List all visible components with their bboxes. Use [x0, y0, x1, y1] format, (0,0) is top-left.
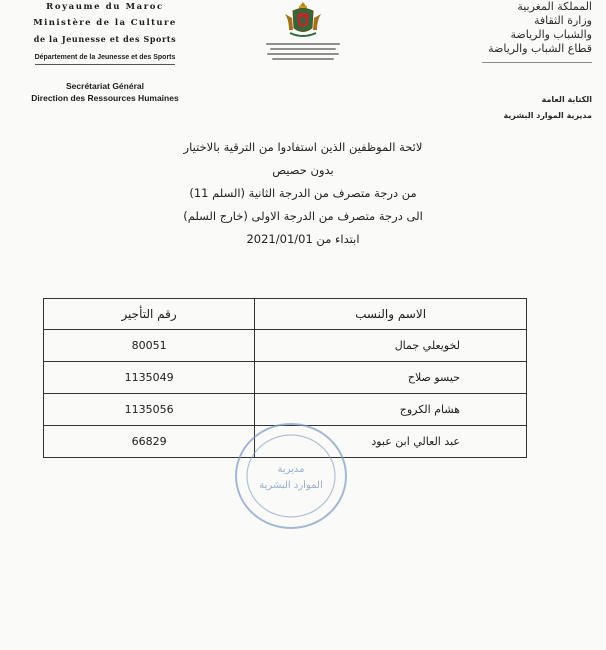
official-stamp — [232, 420, 350, 532]
header-right-line1: المملكة المغربية — [517, 0, 592, 13]
table-header-row — [44, 299, 527, 330]
cell-name: هشام الكروج — [255, 394, 527, 426]
stamp-text-2: الموارد البشرية — [259, 480, 323, 491]
header-right-direction: مديرية الموارد البشرية — [503, 111, 592, 120]
cell-number: 80051 — [44, 330, 255, 362]
header-name: الاسم والنسب — [255, 299, 527, 330]
header-left — [0, 0, 210, 103]
emblem-caption — [263, 40, 343, 63]
header-left-line2: Ministère de la Culture — [33, 18, 177, 28]
header-right-secretariat: الكتابة العامة — [541, 95, 592, 104]
table-row — [44, 362, 527, 394]
cell-name: عبد العالي ابن عبود — [255, 426, 527, 458]
title-line5: ابتداء من 2021/01/01 — [246, 232, 360, 246]
cell-number: 1135049 — [44, 362, 255, 394]
title-line3: من درجة متصرف من الدرجة الثانية (السلم 11) — [189, 186, 417, 200]
header-left-line3: de la Jeunesse et des Sports — [33, 34, 177, 44]
header-right-line3: والشباب والرياضة — [510, 28, 592, 41]
header-number: رقم التأجير — [44, 299, 255, 330]
title-line2: بدون حصيص — [272, 163, 334, 177]
header-left-direction: Direction des Ressources Humaines — [31, 93, 179, 103]
stamp-text-1: مديرية — [277, 464, 305, 475]
cell-name: لخويعلي جمال — [255, 330, 527, 362]
header-left-line1: Royaume du Maroc — [46, 2, 164, 12]
moroccan-coat-of-arms-icon — [280, 0, 326, 40]
header-right-line4: قطاع الشباب والرياضة — [488, 42, 592, 55]
header-left-secretariat: Secrétariat Général — [66, 81, 144, 91]
table-row — [44, 330, 527, 362]
header-right — [442, 0, 592, 123]
cell-number: 1135056 — [44, 394, 255, 426]
cell-name: حيسو صلاح — [255, 362, 527, 394]
header-right-line2: وزارة الثقافة — [533, 14, 592, 27]
cell-number: 66829 — [44, 426, 255, 458]
title-line1: لائحة الموظفين الذين استفادوا من الترقية بالاختيار — [183, 140, 423, 154]
header-left-department: Département de la Jeunesse et des Sports — [35, 54, 176, 65]
header-right-divider — [482, 62, 592, 63]
title-line4: الى درجة متصرف من الدرجة الاولى (خارج السلم) — [183, 209, 423, 223]
document-title — [0, 136, 606, 251]
